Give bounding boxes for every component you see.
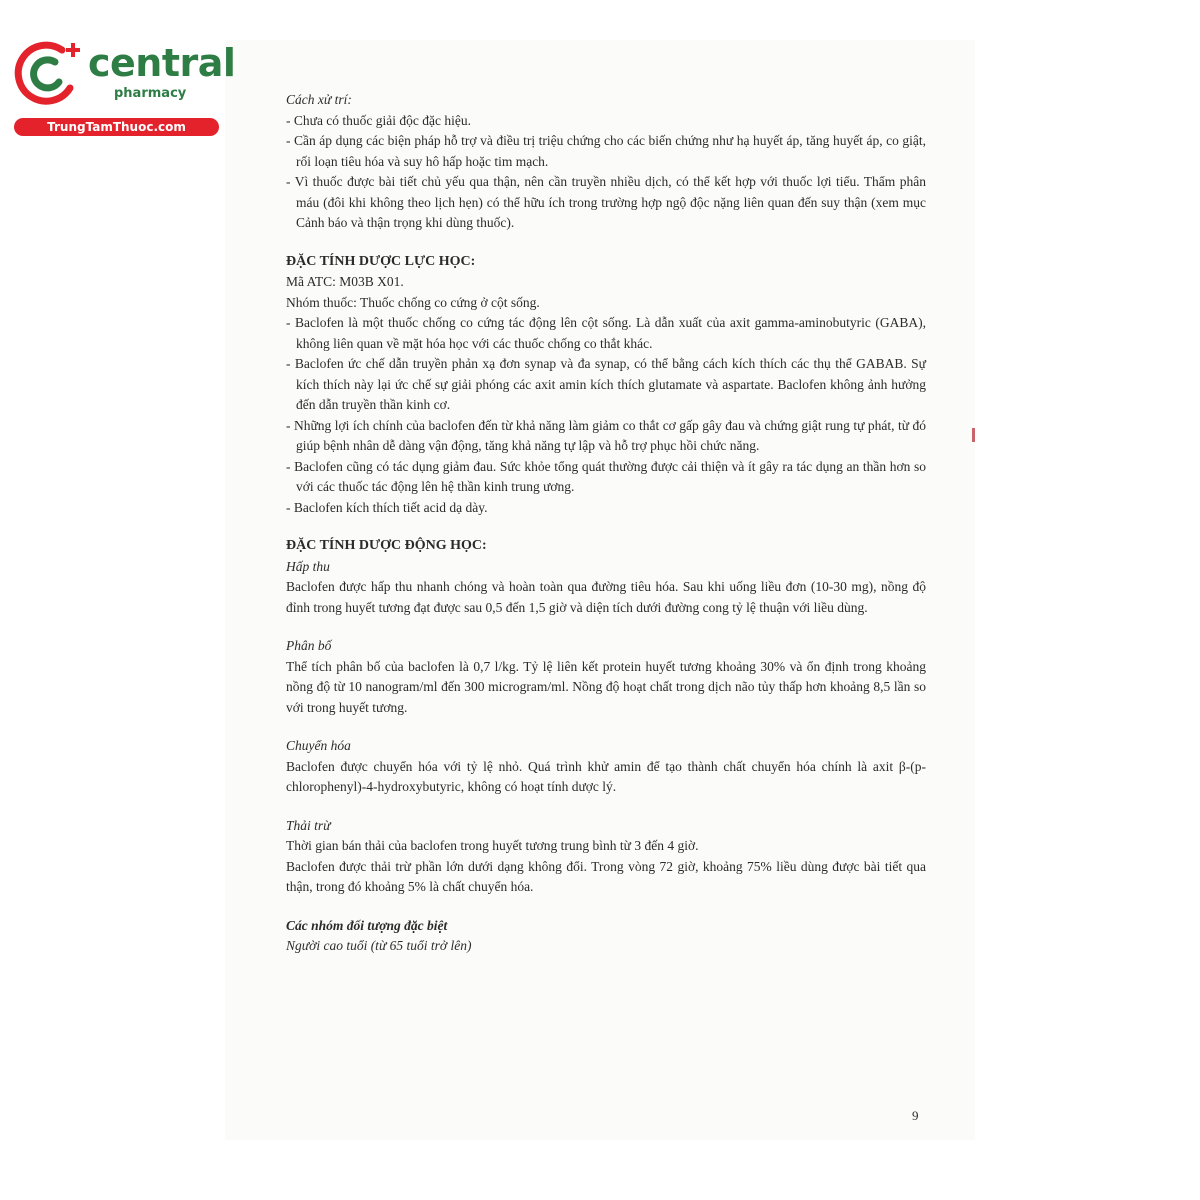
logo-website-banner: TrungTamThuoc.com — [14, 118, 219, 136]
central-pharmacy-logo — [10, 36, 236, 136]
logo-name: central — [88, 41, 236, 85]
document-content — [286, 90, 926, 957]
list-item: - Cần áp dụng các biện pháp hỗ trợ và điều trị triệu chứng cho các biến chứng như hạ huyết áp, tăng huyết áp, co giật, rối loạn tiêu hóa và suy hô hấp hoặc tim mạch. — [286, 133, 926, 169]
paragraph-hap-thu: Baclofen được hấp thu nhanh chóng và hoàn toàn qua đường tiêu hóa. Sau khi uống liều đơn (10-30 mg), nồng độ đỉnh trong huyết tương đạt được sau 0,5 đến 1,5 giờ và diện tích dưới đường cong tỷ lệ thuận với liều dùng. — [286, 579, 926, 615]
list-item: - Baclofen kích thích tiết acid dạ dày. — [286, 499, 488, 515]
logo-subtitle: pharmacy — [114, 86, 187, 101]
paragraph-thai-tru-2: Baclofen được thải trừ phần lớn dưới dạng không đổi. Trong vòng 72 giờ, khoảng 75% liều dùng được bài tiết qua thận, trong đó khoảng 5% là chất chuyển hóa. — [286, 858, 926, 894]
list-item: - Baclofen là một thuốc chống co cứng tác động lên cột sống. Là dẫn xuất của axit gamma-aminobutyric (GABA), không liên quan về mặt hóa học với các thuốc chống co thắt khác. — [286, 315, 926, 351]
page-number: 9 — [912, 1108, 919, 1123]
heading-duoc-dong-hoc: ĐẶC TÍNH DƯỢC ĐỘNG HỌC: — [286, 538, 487, 553]
list-item: - Baclofen cũng có tác dụng giảm đau. Sức khỏe tổng quát thường được cải thiện và ít gây ra tác dụng an thần hơn so với các thuốc tác động lên hệ thần kinh trung ương. — [286, 458, 926, 494]
subheading-nguoi-cao-tuoi: Người cao tuổi (từ 65 tuổi trở lên) — [286, 938, 472, 953]
heading-duoc-luc-hoc: ĐẶC TÍNH DƯỢC LỰC HỌC: — [286, 253, 476, 269]
paragraph-chuyen-hoa: Baclofen được chuyển hóa với tỷ lệ nhỏ. Quá trình khử amin để tạo thành chất chuyển hóa chính là axit β-(p-chlorophenyl)-4-hydroxybutyric, không có hoạt tính dược lý. — [286, 758, 926, 794]
subheading-thai-tru: Thải trừ — [286, 817, 331, 833]
section-title-cach-xu-tri: Cách xử trí: — [286, 92, 352, 107]
subheading-phan-bo: Phân bố — [286, 638, 332, 653]
list-item: - Baclofen ức chế dẫn truyền phản xạ đơn synap và đa synap, có thể bằng cách kích thích các thụ thể GABAB. Sự kích thích này lại ức chế sự giải phóng các axit amin kích thích glutamate và aspartate. Baclofen không ảnh hưởng đến dẫn truyền thần kinh cơ. — [286, 356, 926, 412]
subheading-chuyen-hoa: Chuyển hóa — [286, 738, 351, 753]
paragraph-phan-bo: Thể tích phân bố của baclofen là 0,7 l/kg. Tỷ lệ liên kết protein huyết tương khoảng 30% và ổn định trong khoảng nồng độ từ 10 nanogram/ml đến 300 microgram/ml. Nồng độ hoạt chất trong dịch não tủy thấp hơn khoảng 8,5 lần so với trong huyết tương. — [286, 658, 926, 715]
list-item: - Chưa có thuốc giải độc đặc hiệu. — [286, 112, 472, 128]
subheading-hap-thu: Hấp thu — [286, 558, 330, 574]
atc-code: Mã ATC: M03B X01. — [286, 274, 404, 289]
heading-dac-biet: Các nhóm đối tượng đặc biệt — [286, 917, 448, 933]
list-item: - Vì thuốc được bài tiết chủ yếu qua thận, nên cần truyền nhiều dịch, có thể kết hợp với thuốc lợi tiểu. Thẩm phân máu (đôi khi không theo lịch hẹn) có thể hữu ích trong trường hợp ngộ độc nặng liên quan đến suy thận (xem mục Cảnh báo và thận trọng khi dùng thuốc). — [286, 174, 926, 230]
drug-group: Nhóm thuốc: Thuốc chống co cứng ở cột sống. — [286, 294, 540, 310]
logo-mark-icon — [10, 36, 88, 116]
margin-mark — [972, 428, 975, 442]
list-item: - Những lợi ích chính của baclofen đến từ khả năng làm giảm co thắt cơ gấp gây đau và chứng giật rung tự phát, từ đó giúp bệnh nhân dễ dàng vận động, tăng khả năng tự lập và hỗ trợ phục hồi chức năng. — [286, 417, 926, 453]
paragraph-thai-tru-1: Thời gian bán thải của baclofen trong huyết tương trung bình từ 3 đến 4 giờ. — [286, 838, 699, 853]
